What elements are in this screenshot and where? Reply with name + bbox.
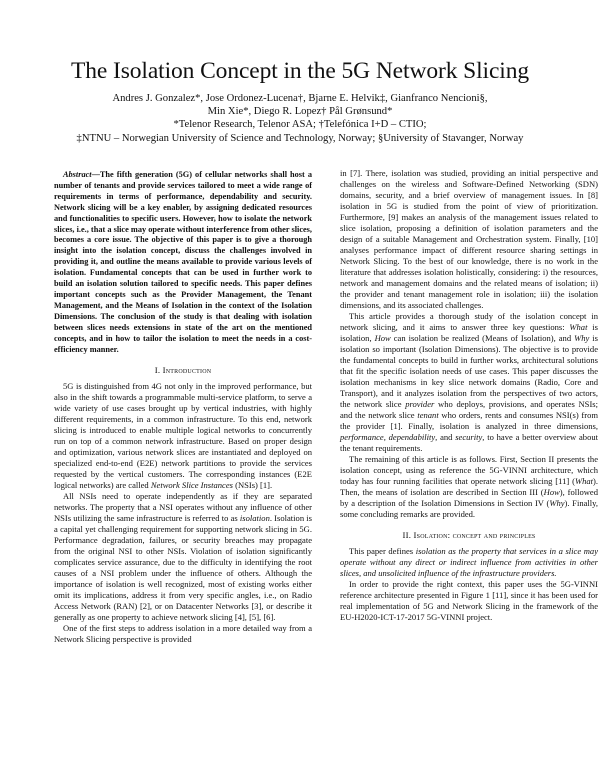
rp2-h: , and <box>435 432 456 442</box>
rp3-b: ). Then, the means of isolation are described in Section III ( <box>340 476 598 497</box>
rp2-f: who orders, rents and consumes NSI(s) from the provider [1]. Finally, isolation is analyzed in three dimensions, <box>340 410 598 431</box>
rp3-why: Why <box>549 498 565 508</box>
rp2-tenant: tenant <box>417 410 439 420</box>
rp2-i: , to have a better overview about the tenant requirements. <box>340 432 598 453</box>
rp2-d: is isolation so important (Isolation Dimensions). The objective is to provide the fundamental concepts to build in further works, architectural solutions that fit the specific isolation needs of use cases. This paper discusses the isolation mechanisms in key slice network domains (Radio, Core and Transport), and it analyzes isolation from the perspectives of two actors, the network slice <box>340 333 598 409</box>
author-line-1: Andres J. Gonzalez*, Jose Ordonez-Lucena†, Bjarne E. Helvik‡, Gianfranco Nencioni§, <box>112 93 488 104</box>
section-heading-isolation-concept: II. Isolation: concept and principles <box>402 530 536 540</box>
rp2-c: can isolation be realized (Means of Isolation), and <box>390 333 575 343</box>
rp4-a: This paper defines <box>349 546 416 556</box>
right-column <box>340 168 598 623</box>
rp2-a: This article provides a thorough study of the isolation concept in network slicing, and it aims to answer three key questions: <box>340 311 598 332</box>
intro-p2-text-a: All NSIs need to operate independently as if they are separated networks. The property that a NSI operates without any influence of other NSIs utilizing the same infrastructure is referred to as <box>54 491 312 524</box>
affiliation-line-2: ‡NTNU – Norwegian University of Science and Technology, Norway; §University of Stavanger, Norway <box>76 132 524 144</box>
author-block <box>40 92 560 145</box>
abstract-lead: Abstract <box>63 170 92 179</box>
intro-paragraph-1 <box>54 381 312 491</box>
rp2-provider: provider <box>405 399 435 409</box>
intro-p1-text-b: (NSIs) [1]. <box>232 480 273 491</box>
rp2-how: How <box>374 333 391 343</box>
affiliation-line-1: *Telenor Research, Telenor ASA; †Telefónica I+D – CTIO; <box>173 119 427 131</box>
rp2-dependability: dependability <box>388 432 436 442</box>
right-paragraph-5: In order to provide the right context, this paper uses the 5G-VINNI reference architecture presented in Figure 1 [11], since it has been used for real implementation of 5G and Network Slicing in the framework of the EU-H2020-ICT-17-2017 5G-VINNI project. <box>340 579 598 622</box>
rp3-what: What <box>574 476 594 486</box>
rp2-performance: performance <box>340 432 384 442</box>
intro-paragraph-3: One of the first steps to address isolation in a more detailed way from a Network Slicing perspective is provided <box>54 623 312 645</box>
right-paragraph-2 <box>340 311 598 454</box>
right-paragraph-1: in [7]. There, isolation was studied, providing an initial perspective and challenges on the wireless and Software-Defined Networking (SDN) domains, security, and a brief overview of management issues. In [8] isolation in 5G is studied from the point of view of prioritization. Furthermore, [9] makes an analysis of the management issues related to slice isolation, proposing a definition of isolation parameters and the design of a suitable Management and Orchestration system. Finally, [10] analyses performance impact of different resource sharing settings in Network Slicing. To the best of our knowledge, there is no work in the literature that addresses isolation holistically, considering: i) the resources, network and management domains and the related means of isolation; ii) the provider and tenant management role in isolation; iii) the isolation dimensions, and its associated challenges. <box>340 168 598 310</box>
rp3-how: How <box>543 487 560 497</box>
section-heading-introduction: I. Introduction <box>154 365 212 376</box>
rp2-what: What <box>569 322 588 332</box>
intro-p1-emphasis: Network Slice Instances <box>150 480 233 491</box>
right-paragraph-3 <box>340 454 598 520</box>
intro-p1-text-a: 5G is distinguished from 4G not only in the improved performance, but also in the shift towards a programmable multi-service platform, to serve a wide variety of use cases brought up by vertical industries, with highly different requirements, in a common infrastructure. To this end, network slicing is introduced to enable multiple logical networks to concurrently run on top of a common network infrastructure. Based on proper design and optimization, various network slices are instantiated and deployed on specialized end-to-end (E2E) network partitions to provide the services requested by the vertical customers. The corresponding instances (E2E logical networks) are called <box>54 381 312 491</box>
rp2-why: Why <box>574 333 590 343</box>
rp2-security: security <box>455 432 483 442</box>
rp3-d: ). Finally, some concluding remarks are provided. <box>340 498 598 519</box>
abstract-text: —The fifth generation (5G) of cellular networks shall host a number of tenants and provide services tailored to meet a wide range of requirements in terms of performance, dependability and security. Network slicing will be a key enabler, by assigning dedicated resources and functionalities to specific users. However, how to isolate the network slices, i.e., that a slice may operate without interference from other slices, becomes a core issue. The objective of this paper is to give a thorough insight into the isolation concept, discuss the challenges involved in providing it, and outline the means available to provide various levels of isolation. Fundamental concepts that can be used in further work to build an isolation solution tailored to specific needs. This paper defines important concepts such as the Provider Management, the Tenant Management, and the Means of Isolation in the context of the Isolation Dimensions. The conclusion of the study is that dealing with isolation between slices needs extensions in state of the art on the mentioned concepts, and in how to tailor the isolation to meet the needs in a cost-efficiency manner. <box>54 170 312 354</box>
intro-p2-emphasis: isolation <box>239 513 270 524</box>
right-paragraph-4 <box>340 546 598 579</box>
abstract <box>54 170 312 355</box>
rp2-b: is isolation, <box>340 322 598 343</box>
rp3-a: The remaining of this article is as follows. First, Section II presents the isolation concept, using as reference the 5G-VINNI architecture, which today has four running facilities that operate network slicing [11] ( <box>340 454 598 486</box>
left-column <box>54 170 312 645</box>
paper-title: The Isolation Concept in the 5G Network Slicing <box>70 58 530 84</box>
intro-paragraph-2 <box>54 491 312 623</box>
isolation-definition: isolation as the property that services in a slice may operate without any direct or indirect influence from activities in other slices, and unsolicited influence of the infrastructure providers. <box>340 546 598 578</box>
rp3-c: ), followed by a description of the Isolation Dimensions in Section IV ( <box>340 487 598 508</box>
author-line-2: Min Xie*, Diego R. Lopez† Pål Grønsund* <box>207 106 393 118</box>
intro-p2-text-b: . Isolation is a capital yet challenging requirement for supporting network slicing in 5G. Performance degradation, failures, or security breaches may propagate from the original NSI to other NSIs. Violation of isolation significantly complicates service assurance, due to the difficulty in identifying the root causes of a NSI problem under the influence of others. Although the importance of isolation is well recognized, most of existing works either omit its implications, address it from very specific angles, i.e., on Radio Access Network (RAN) [2], or on Datacenter Networks [3], or describe it generally as one property to achieve network slicing [4], [5], [6]. <box>54 513 312 623</box>
rp2-e: who deploys, provisions, and operates NSIs; and the network slice <box>340 399 598 420</box>
rp2-g: , <box>383 432 389 442</box>
